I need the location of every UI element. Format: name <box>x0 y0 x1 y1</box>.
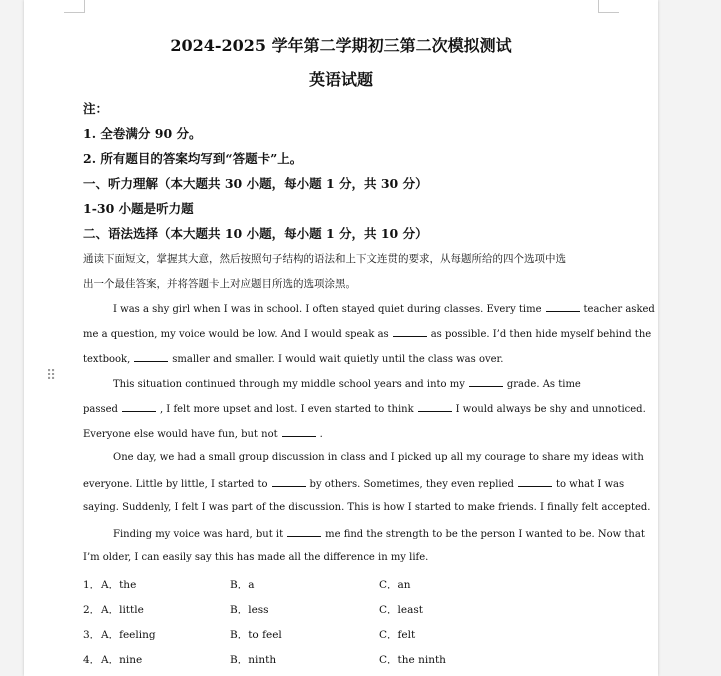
page-corner-mark-left <box>64 0 85 13</box>
document-page <box>24 0 658 676</box>
passage-line-3: textbook, smaller and smaller. I would wait quietly until the class was over. <box>83 354 504 365</box>
note-1: 1. 全卷满分 90 分。 <box>83 126 202 141</box>
section-2-instruction-1: 通读下面短文，掌握其大意，然后按照句子结构的语法和上下文连贯的要求，从每题所给的四个选项中选 <box>83 253 566 265</box>
question-number: 2． <box>83 604 101 616</box>
option-b: B．a <box>230 579 255 591</box>
notes-label: 注： <box>83 101 109 116</box>
option-c: C．felt <box>379 629 416 641</box>
option-b: B．less <box>230 604 269 616</box>
blank-8 <box>272 477 306 487</box>
blank-5 <box>122 402 156 412</box>
passage-line-8: everyone. Little by little, I started to by others. Sometimes, they even replied to what I was <box>83 479 625 490</box>
option-a: A．nine <box>101 654 143 666</box>
passage-line-4: This situation continued through my middle school years and into my grade. As time <box>113 379 581 390</box>
option-b: B．ninth <box>230 654 277 666</box>
passage-line-5: passed , I felt more upset and lost. I even started to think I would always be shy and unnoticed. <box>83 404 646 415</box>
option-a: A．little <box>101 604 144 616</box>
option-b: B．to feel <box>230 629 282 641</box>
blank-7 <box>282 427 316 437</box>
blank-10 <box>287 527 321 537</box>
question-number: 4． <box>83 654 101 666</box>
blank-1 <box>546 302 580 312</box>
exam-title: 2024-2025 学年第二学期初三第二次模拟测试 <box>170 36 512 55</box>
exam-subtitle: 英语试题 <box>308 70 373 89</box>
blank-9 <box>518 477 552 487</box>
passage-line-6: Everyone else would have fun, but not . <box>83 429 323 440</box>
passage-line-11: I’m older, I can easily say this has made all the difference in my life. <box>83 552 429 563</box>
blank-4 <box>469 377 503 387</box>
passage-line-10: Finding my voice was hard, but it me find the strength to be the person I wanted to be. Now that <box>113 529 645 540</box>
passage-line-2: me a question, my voice would be low. And I would speak as as possible. I’d then hide myself behind the <box>83 329 652 340</box>
passage-line-1: I was a shy girl when I was in school. I often stayed quiet during classes. Every time teacher asked <box>113 304 655 315</box>
passage-line-9: saying. Suddenly, I felt I was part of the discussion. This is how I started to make friends. I finally felt accepted. <box>83 502 651 513</box>
passage-line-7: One day, we had a small group discussion in class and I picked up all my courage to share my ideas with <box>113 452 644 463</box>
section-1-heading: 一、听力理解（本大题共 30 小题，每小题 1 分，共 30 分） <box>83 176 428 191</box>
blank-3 <box>134 352 168 362</box>
question-number: 1． <box>83 579 101 591</box>
option-a: A．the <box>101 579 137 591</box>
note-2: 2. 所有题目的答案均写到“答题卡”上。 <box>83 151 303 166</box>
option-c: C．least <box>379 604 423 616</box>
section-1-note: 1-30 小题是听力题 <box>83 201 194 216</box>
option-c: C．an <box>379 579 411 591</box>
section-2-heading: 二、语法选择（本大题共 10 小题，每小题 1 分，共 10 分） <box>83 226 428 241</box>
section-2-instruction-2: 出一个最佳答案，并将答题卡上对应题目所选的选项涂黑。 <box>83 278 356 290</box>
blank-2 <box>393 327 427 337</box>
page-corner-mark-right <box>598 0 619 13</box>
option-a: A．feeling <box>101 629 156 641</box>
question-number: 3． <box>83 629 101 641</box>
drag-handle-icon[interactable]: ⠿ <box>46 368 58 384</box>
option-c: C．the ninth <box>379 654 446 666</box>
blank-6 <box>418 402 452 412</box>
